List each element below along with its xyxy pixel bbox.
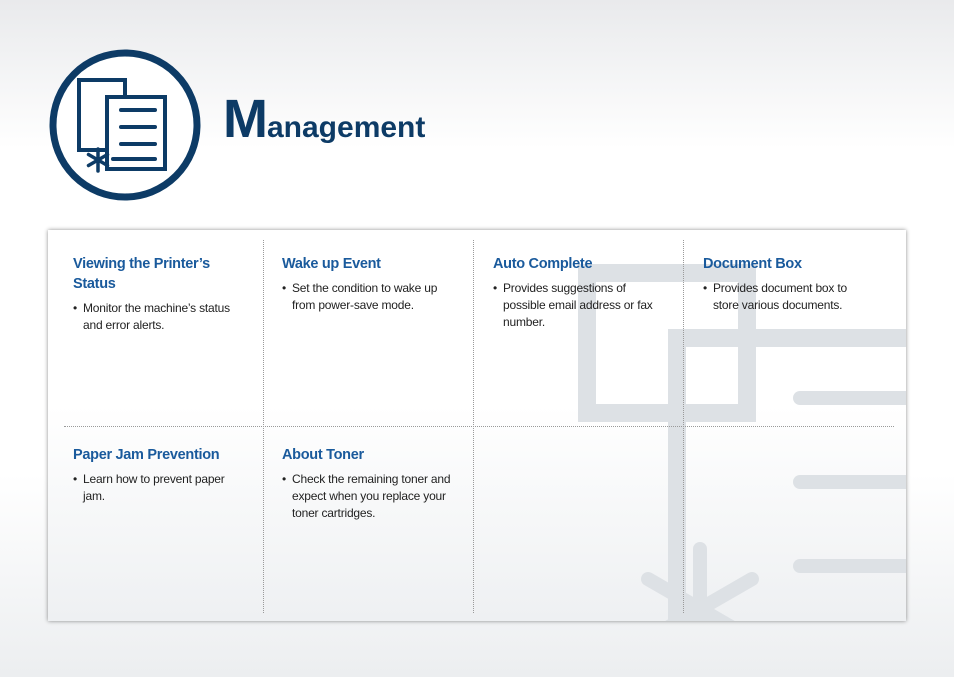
feature-title: Auto Complete: [493, 256, 593, 272]
row-divider: [64, 426, 894, 427]
page-title-rest: anagement: [266, 111, 426, 144]
feature-title: Document Box: [703, 256, 802, 272]
feature-about-toner: [282, 445, 452, 522]
feature-title: Paper Jam Prevention: [73, 447, 220, 463]
feature-paper-jam-prevention: [73, 445, 243, 505]
feature-bullets: [703, 280, 873, 314]
feature-bullet: • Provides document box to store various documents.: [703, 280, 873, 314]
feature-bullet: • Learn how to prevent paper jam.: [73, 471, 243, 505]
feature-auto-complete: [493, 254, 663, 331]
feature-title: About Toner: [282, 447, 364, 463]
feature-bullet: • Set the condition to wake up from power-save mode.: [282, 280, 452, 314]
feature-bullets: [282, 280, 452, 314]
feature-wake-up-event: [282, 254, 452, 314]
feature-bullets: [493, 280, 663, 331]
feature-title: Wake up Event: [282, 256, 381, 272]
feature-bullet: • Monitor the machine’s status and error alerts.: [73, 300, 243, 334]
feature-document-box: [703, 254, 873, 314]
feature-panel: [48, 230, 906, 621]
feature-bullet: • Provides suggestions of possible email address or fax number.: [493, 280, 663, 331]
page-title: [223, 89, 426, 149]
feature-viewing-printer-status: [73, 254, 243, 334]
page-title-initial: M: [223, 89, 267, 149]
feature-bullets: [282, 471, 452, 522]
feature-title: Viewing the Printer’s Status: [73, 256, 210, 292]
feature-bullets: [73, 471, 243, 505]
feature-bullets: [73, 300, 243, 334]
documents-asterisk-icon: [47, 47, 203, 203]
feature-bullet: • Check the remaining toner and expect when you replace your toner cartridges.: [282, 471, 452, 522]
